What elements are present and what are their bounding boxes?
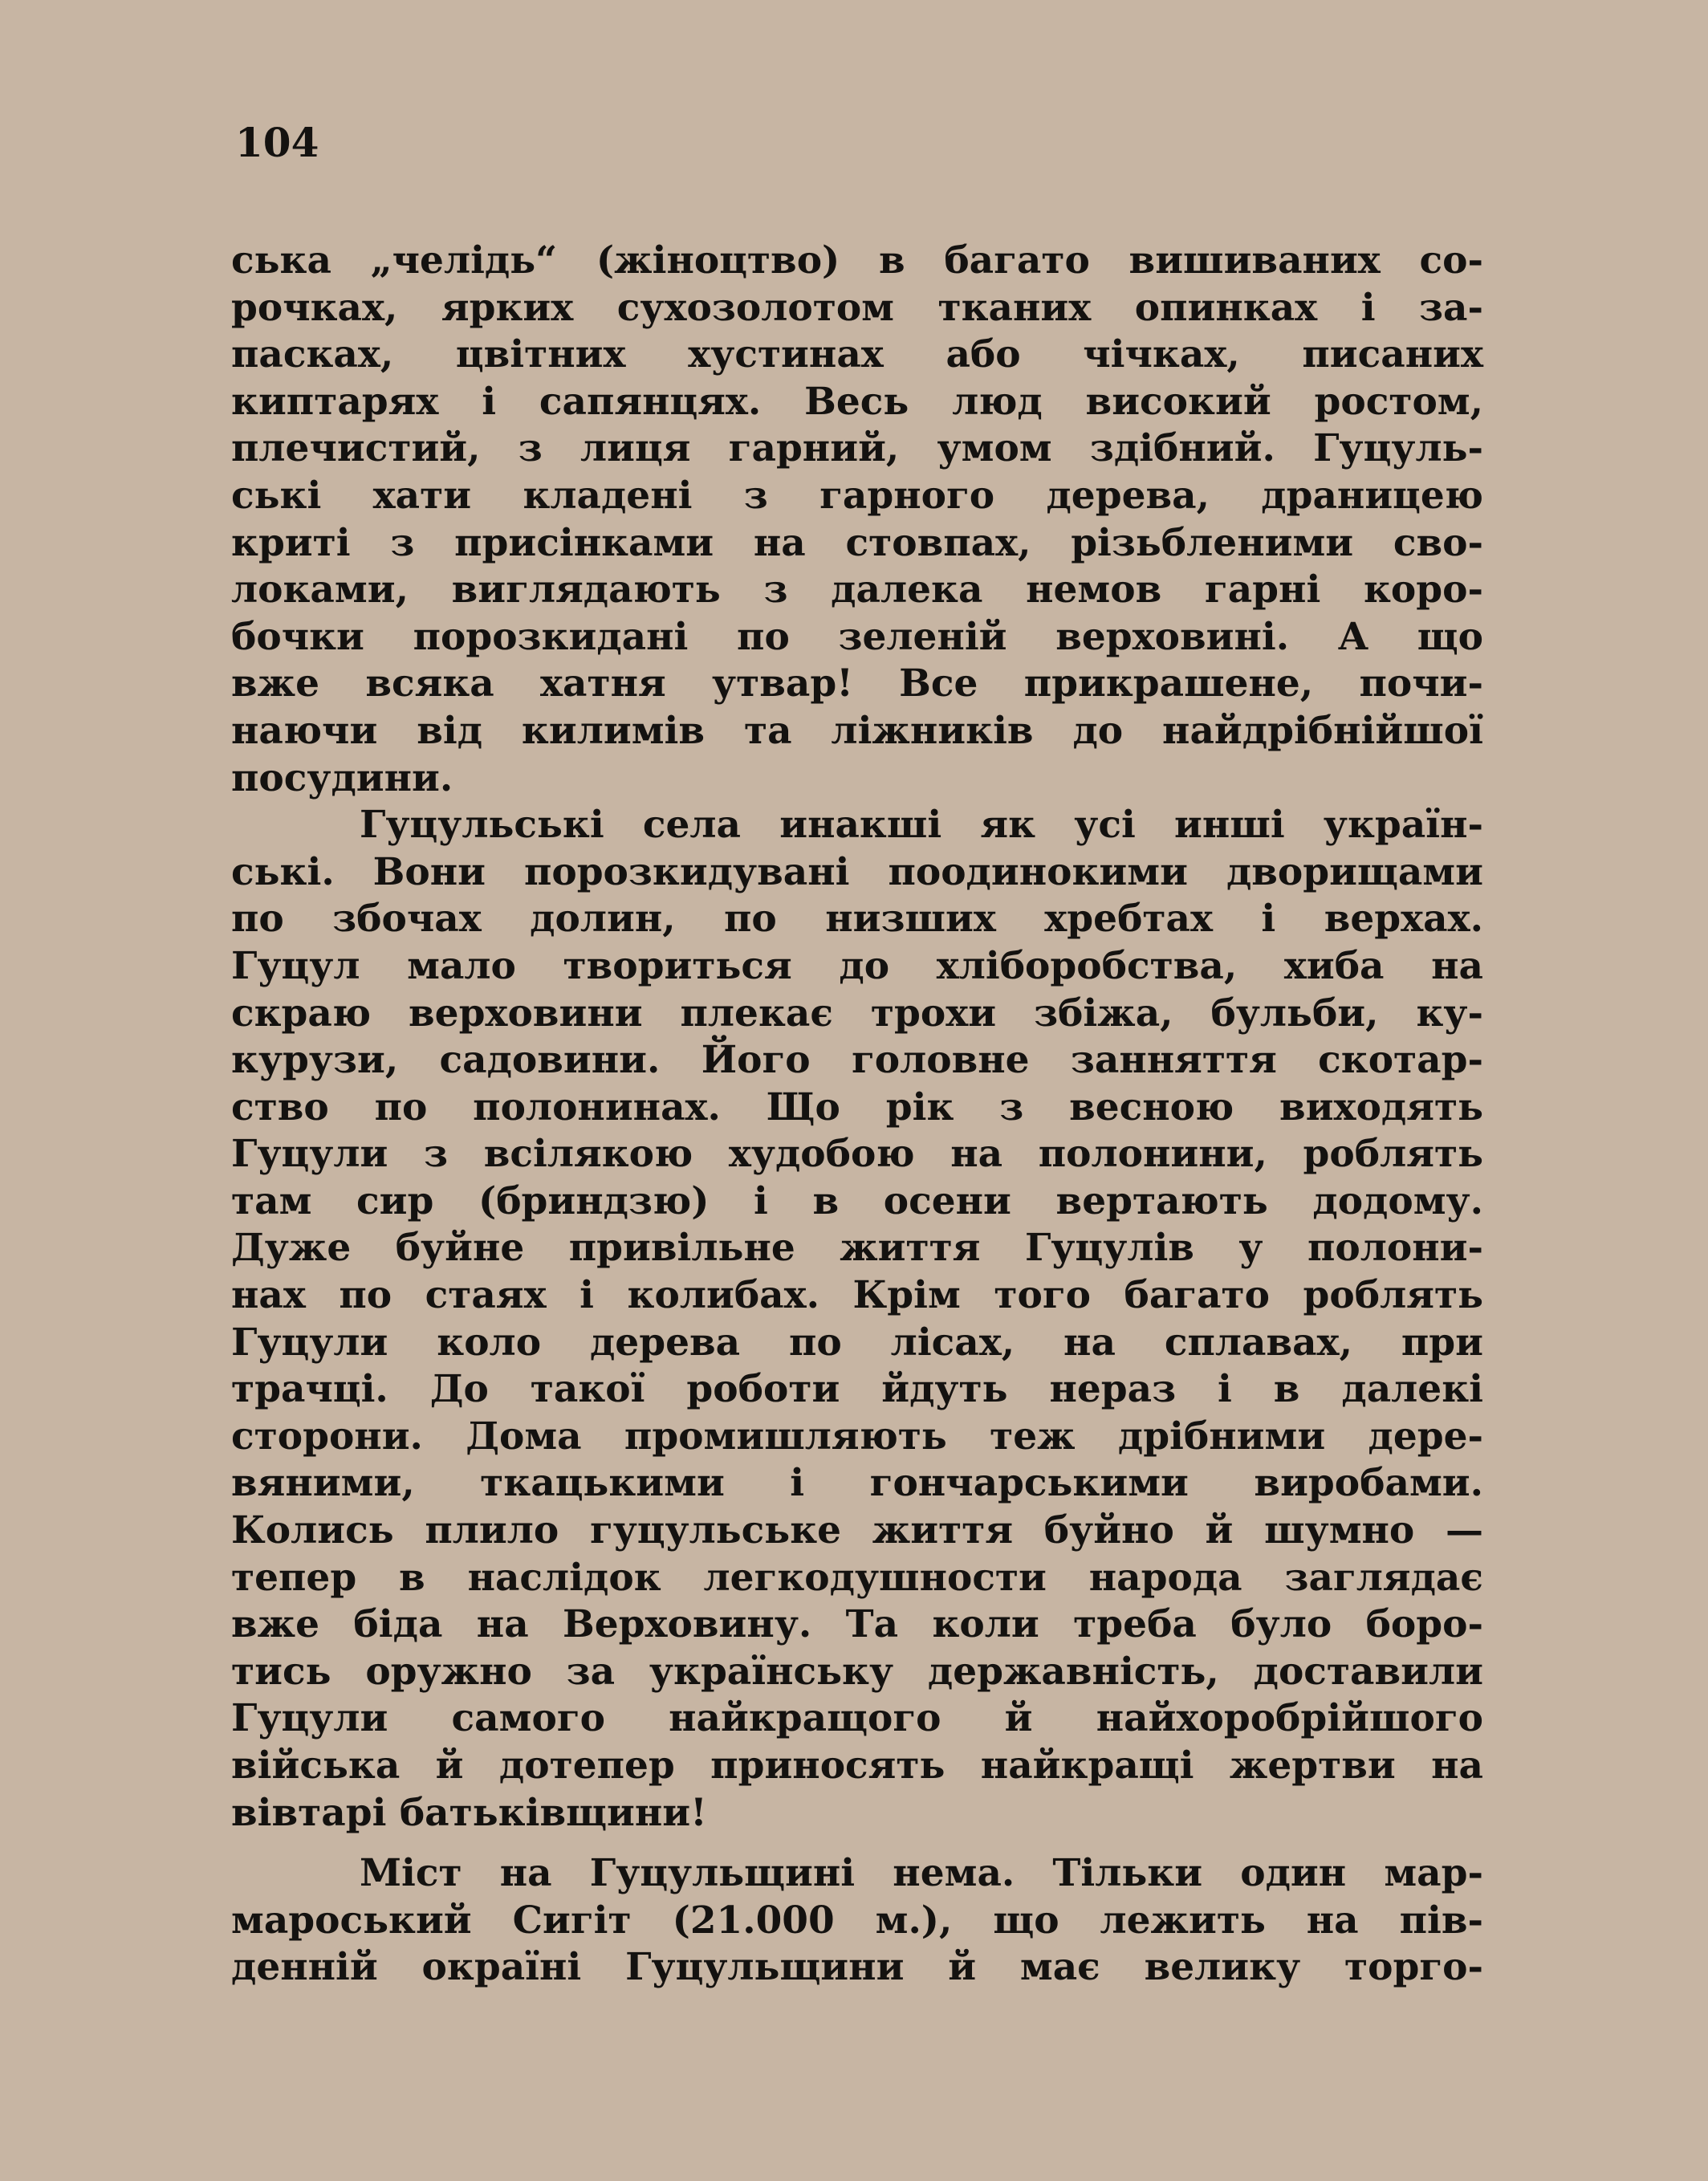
text-line: ська „челідь“ (жіноцтво) в багато вишиваних со- (231, 238, 1483, 283)
text-line: ські. Вони порозкидувані поодинокими дворищами (231, 849, 1483, 894)
text-line: локами, виглядають з далека немов гарні коро- (231, 568, 1483, 612)
text-line: киптарях і сапянцях. Весь люд високий ростом, (231, 379, 1483, 424)
text-line: Гуцули коло дерева по лісах, на сплавах, при (231, 1320, 1483, 1365)
text-line: денній окраїні Гуцульщини й має велику торго- (231, 1945, 1483, 1990)
text-line: ські хати кладені з гарного дерева, драницею (231, 473, 1483, 518)
text-line: вже всяка хатня утвар! Все прикрашене, почи- (231, 661, 1483, 706)
text-line: війська й дотепер приносять найкращі жертви на (231, 1744, 1483, 1788)
text-line: тепер в наслідок легкодушности народа заглядає (231, 1555, 1483, 1600)
text-line: рочках, ярких сухозолотом тканих опинках і за- (231, 285, 1483, 330)
text-line: там сир (бриндзю) і в осени вертають додому. (231, 1178, 1483, 1223)
text-line: бочки порозкидані по зеленій верховині. А що (231, 614, 1483, 659)
text-line: посудини. (231, 755, 453, 800)
text-line: сторони. Дома промишляють теж дрібними дере- (231, 1414, 1483, 1459)
text-line: Дуже буйне привільне життя Гуцулів у полони- (231, 1226, 1483, 1271)
text-line: вяними, ткацькими і гончарськими виробами. (231, 1461, 1483, 1506)
text-line: Гуцули самого найкращого й найхоробрійшого (231, 1696, 1483, 1741)
text-line: по збочах долин, по низших хребтах і верхах. (231, 897, 1483, 942)
text-line: нах по стаях і колибах. Крім того багато роблять (231, 1273, 1483, 1318)
paragraph-3 (231, 1850, 1483, 1992)
text-line: курузи, садовини. Його головне занняття скотар- (231, 1038, 1483, 1083)
text-line: Гуцульські села инакші як усі инші україн- (360, 803, 1483, 848)
page-number: 104 (235, 119, 319, 166)
paragraph-2 (231, 802, 1483, 1837)
text-line: тись оружно за українську державність, доставили (231, 1649, 1483, 1694)
text-line: мароський Сигіт (21.000 м.), що лежить на пів- (231, 1898, 1483, 1943)
text-line: ство по полонинах. Що рік з весною виходять (231, 1084, 1483, 1129)
paragraph-1 (231, 238, 1483, 802)
text-line: криті з присінками на стовпах, різьбленими сво- (231, 520, 1483, 565)
text-line: трачці. До такої роботи йдуть нераз і в далекі (231, 1367, 1483, 1412)
text-line: скраю верховини плекає трохи збіжа, бульби, ку- (231, 991, 1483, 1036)
text-line: вівтарі батьківщини! (231, 1790, 707, 1835)
text-line: Гуцул мало твориться до хліборобства, хиба на (231, 943, 1483, 988)
text-line: вже біда на Верховину. Та коли треба було боро- (231, 1602, 1483, 1647)
text-line: Гуцули з всілякою худобою на полонини, роблять (231, 1132, 1483, 1177)
text-line: плечистий, з лиця гарний, умом здібний. Гуцуль- (231, 426, 1483, 471)
paragraph-gap (231, 1837, 1483, 1850)
text-line: Колись плило гуцульське життя буйно й шумно — (231, 1508, 1483, 1553)
text-line: Міст на Гуцульщині нема. Тільки один мар- (360, 1851, 1483, 1896)
text-line: пасках, цвітних хустинах або чічках, писаних (231, 332, 1483, 377)
text-line: наючи від килимів та ліжників до найдрібнійшої (231, 708, 1483, 753)
body-text (231, 238, 1483, 1992)
